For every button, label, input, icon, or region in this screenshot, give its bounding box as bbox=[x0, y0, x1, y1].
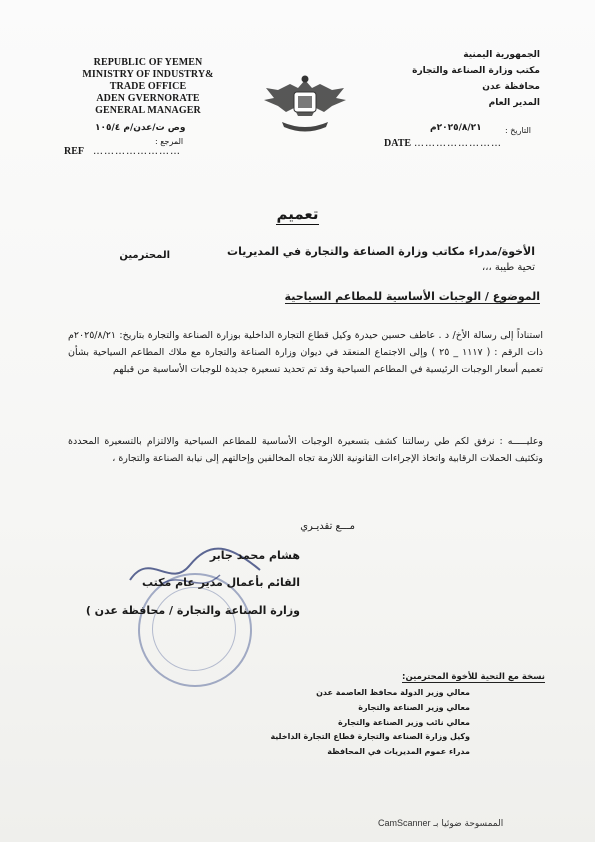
closing: مـــع تقديـري bbox=[300, 521, 355, 532]
en-line-2: MINISTRY OF INDUSTRY& bbox=[82, 69, 214, 80]
cc-item: معالي وزير الدولة محافظ العاصمة عدن bbox=[316, 688, 470, 697]
scanner-caption: الممسوحة ضوئيا بـ bbox=[433, 819, 504, 829]
body-paragraph-2: وعليـــــه : نرفق لكم طي رسالتنا كشف بتسعيرة الوجبات الأساسية للمطاعم السياحية والالتزام بالتسعيرة المحددة وتكثيف الحملات الرقابية واتخاذ الإجراءات القانونية اللازمة تجاه المخالفين وإحالتهم إلى نيابة الصناعة والتجارة ، bbox=[68, 436, 543, 464]
signatory-office: وزارة الصناعة والتجارة / محافظة عدن ) bbox=[85, 604, 300, 617]
ar-line-1: الجمهورية اليمنية bbox=[463, 50, 540, 60]
signatory-name: هشام محمد جابر bbox=[209, 549, 300, 562]
subject-text: الموضوع / الوجبات الأساسية للمطاعم السياحية bbox=[284, 290, 540, 303]
body-paragraph-1: استناداً إلى رسالة الأخ/ د . عاطف حسين حيدرة وكيل قطاع التجارة الداخلية بوزارة الصناعة والتجارة بتاريخ: ٢٠٢٥/٨/٢١م ذات الرقم : ( ١١١٧ _ ٢٥ ) وإلى الاجتماع المنعقد في ديوان وزارة الصناعة والتجارة مع ملاك المطاعم السياحية بشأن تعميم أسعار الوجبات الرئيسية في المطاعم السياحية وقد تم تحديد تسعيرة جديدة للوجبات الأساسية من قبلهم bbox=[68, 330, 543, 375]
reference-label-english: REF bbox=[64, 146, 84, 157]
scanner-watermark bbox=[378, 818, 503, 829]
cc-item: وكيل وزارة الصناعة والتجارة قطاع التجارة الداخلية bbox=[270, 732, 470, 742]
subject-line bbox=[80, 290, 540, 303]
eagle-emblem-icon bbox=[260, 72, 350, 138]
cc-item: معالي نائب وزير الصناعة والتجارة bbox=[337, 717, 470, 727]
date-label-arabic: التاريخ : bbox=[505, 126, 532, 135]
reference-label-arabic: المرجع : bbox=[155, 137, 184, 146]
memo-title bbox=[0, 205, 595, 223]
en-line-1: REPUBLIC OF YEMEN bbox=[93, 57, 203, 68]
signatory-title: القائم بأعمال مدير عام مكتب bbox=[141, 576, 300, 589]
date-dots: …………………… bbox=[414, 138, 502, 149]
ar-line-3: محافظة عدن bbox=[482, 82, 540, 92]
arabic-letterhead bbox=[410, 47, 540, 111]
reference-dots: …………………… bbox=[93, 146, 181, 157]
cc-item: مدراء عموم المديريات في المحافظة bbox=[327, 747, 470, 757]
date-value: ٢٠٢٥/٨/٢١م bbox=[430, 123, 482, 133]
addressee: الأخوة/مدراء مكاتب وزارة الصناعة والتجارة في المديريات bbox=[227, 245, 535, 258]
cc-list bbox=[270, 686, 470, 760]
cc-heading-text: نسخة مع التحية للأخوة المحترمين: bbox=[402, 672, 545, 682]
memo-title-text: تعميم bbox=[276, 205, 319, 223]
en-line-4: ADEN GVERNORATE bbox=[96, 93, 200, 104]
english-letterhead bbox=[68, 57, 228, 117]
addressee-honorific: المحترمين bbox=[119, 250, 170, 261]
en-line-3: TRADE OFFICE bbox=[109, 81, 187, 92]
ar-line-4: المدير العام bbox=[488, 98, 540, 108]
reference-number: وص ت/عدن/م ١٠٥/٤ bbox=[95, 123, 186, 133]
ar-line-2: مكتب وزارة الصناعة والتجارة bbox=[412, 66, 540, 76]
greeting: تحية طيبة ،،، bbox=[481, 262, 535, 273]
date-label-english: DATE bbox=[384, 138, 412, 149]
scanner-brand: CamScanner bbox=[378, 818, 431, 828]
cc-heading bbox=[402, 672, 545, 682]
en-line-5: GENERAL MANAGER bbox=[95, 105, 201, 116]
cc-item: معالي وزير الصناعة والتجارة bbox=[358, 702, 470, 712]
